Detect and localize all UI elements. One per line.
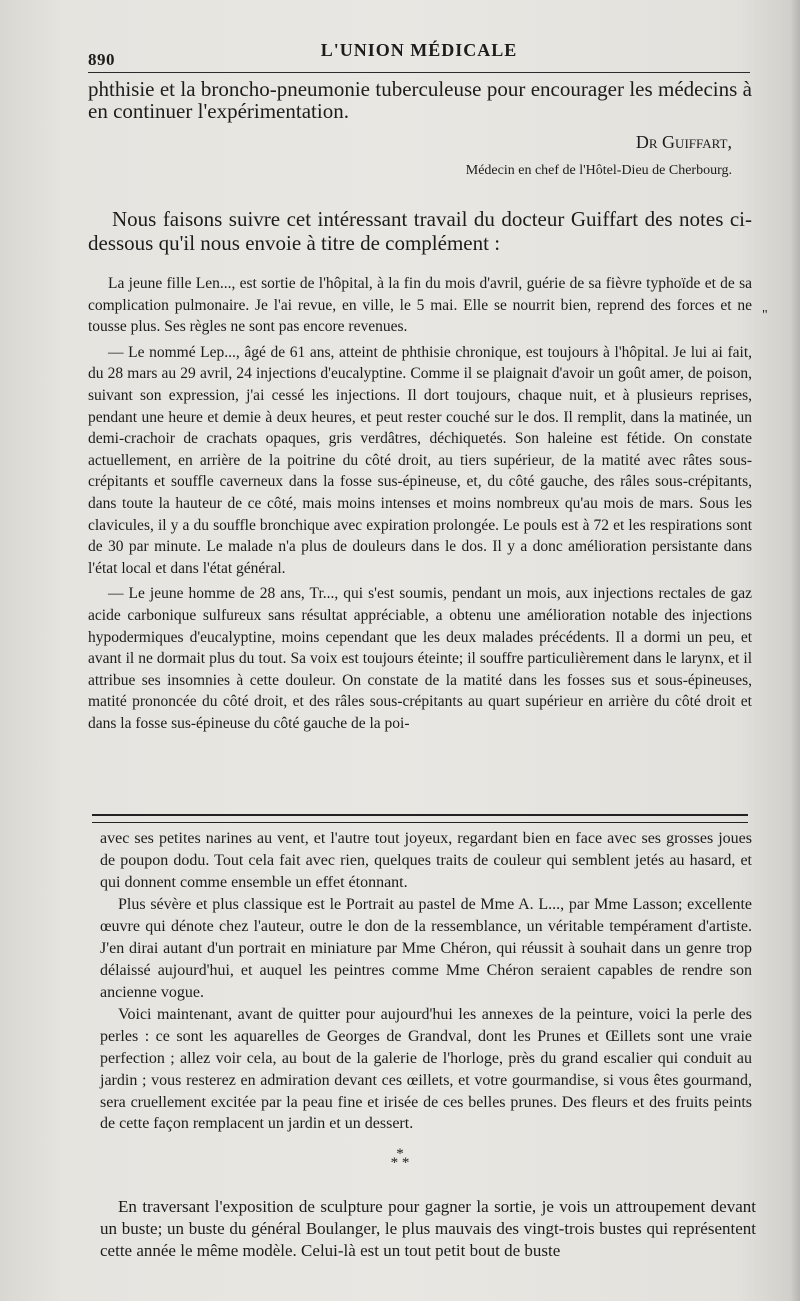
margin-mark: " xyxy=(762,308,768,323)
sculpture-paragraph: En traversant l'exposition de sculpture pour gagner la sortie, je vois un attroupement devant un buste; un buste du général Boulanger, le plus mauvais des vingt-trois bustes qui représentent cette année le même modèle. Celui-là est un tout petit bout de buste xyxy=(100,1197,756,1260)
case-notes xyxy=(88,273,752,734)
author-signature: Dr Guiffart, xyxy=(635,132,732,152)
article-body xyxy=(88,78,752,734)
page-number: 890 xyxy=(88,50,115,69)
feuilleton-section xyxy=(100,828,752,1135)
feuilleton-paragraph: Plus sévère et plus classique est le Portrait au pastel de Mme A. L..., par Mme Lasson; excellente œuvre qui dénote chez l'auteur, outre le don de la ressemblance, un véritable tempérament d'artiste. J'en dirai autant d'un portrait en miniature par Mme Chéron, qui réussit à souhait dans un genre trop délaissé aujourd'hui, et auquel les peintres comme Mme Chéron seraient capables de rendre son ancienne vogue. xyxy=(100,896,752,1001)
feuilleton-paragraph: Voici maintenant, avant de quitter pour aujourd'hui les annexes de la peinture, voici la perle des perles : ce sont les aquarelles de Georges de Grandval, dont les Prunes et Œillets sont une vraie perfection ; allez voir cela, au bout de la galerie de l'horloge, près du grand escalier qui conduit au jardin ; vous resterez en admiration devant ces œillets, et votre gourmandise, si vous êtes gourmand, sera cruellement excitée par la peau fine et irisée de ces belles prunes. Des fleurs et des fruits peints de cette façon remplacent un jardin et un dessert. xyxy=(100,1006,752,1133)
sculpture-section xyxy=(100,1196,756,1262)
journal-title: L'UNION MÉDICALE xyxy=(320,40,518,60)
author-title: Médecin en chef de l'Hôtel-Dieu de Cherbourg. xyxy=(465,163,732,178)
feuilleton-divider xyxy=(92,814,748,823)
page-shadow xyxy=(790,0,800,1301)
case-note: — Le nommé Lep..., âgé de 61 ans, atteint de phthisie chronique, est toujours à l'hôpital. Je lui ai fait, du 28 mars au 29 avril, 24 injections d'eucalyptine. Comme il se plaignait d'avoir un goût amer, de poison, suivant son expression, j'ai cessé les injections. Il dort toujours, chaque nuit, et à plusieurs reprises, pendant une heure et demie à deux heures, et peut rester couché sur le dos. Il remplit, dans la matinée, un demi-crachoir de crachats opaques, gris verdâtres, déchiquetés. Son haleine est fétide. On constate actuellement, en arrière de la poitrine du côté droit, au tiers supérieur, de la matité avec râtes sous-crépitants et souffle caverneux dans la fosse sus-épineuse, et, du côté gauche, des râles sous-crépitants, dans toute la hauteur de ce côté, mais moins intenses et moins nombreux qu'au mois de mars. Sous les clavicules, il y a du souffle bronchique avec expiration prolongée. Le pouls est à 72 et les respirations sont de 30 par minute. Le malade n'a plus de douleurs dans le dos. Il y a donc amélioration persistante dans l'état local et dans l'état général. xyxy=(88,343,752,577)
closing-paragraph: phthisie et la broncho-pneumonie tuberculeuse pour encourager les médecins à en continuer l'expérimentation. xyxy=(88,77,752,123)
section-separator xyxy=(0,1146,800,1171)
asterism: * * * xyxy=(390,1146,410,1171)
case-note: — Le jeune homme de 28 ans, Tr..., qui s'est soumis, pendant un mois, aux injections rectales de gaz acide carbonique sulfureux sans résultat appréciable, a obtenu une amélioration notable des injections hypodermiques d'eucalyptine, moins cependant que les deux malades précédents. Il a dormi un peu, et avant il ne dormait plus du tout. Sa voix est toujours éteinte; il souffre particulièrement dans le larynx, et il attribue ses insomnies à cette douleur. On constate de la matité dans les fosses sus et sous-épineuses, matité prononcée du côté droit, et des râles sous-crépitants au quart supérieur en arrière du côté droit et dans la fosse sus-épineuse du côté gauche de la poi- xyxy=(88,585,752,732)
page-header xyxy=(88,32,750,73)
feuilleton-paragraph: avec ses petites narines au vent, et l'autre tout joyeux, regardant bien en face avec ses grosses joues de poupon dodu. Tout cela fait avec rien, quelques traits de couleur qui semblent jetés au hasard, et qui donnent comme ensemble un effet étonnant. xyxy=(100,830,752,891)
case-note: La jeune fille Len..., est sortie de l'hôpital, à la fin du mois d'avril, guérie de sa fièvre typhoïde et de sa complication pulmonaire. Je l'ai revue, en ville, le 5 mai. Elle se nourrit bien, reprend des forces et ne tousse plus. Ses règles ne sont pas encore revenues. xyxy=(88,275,752,336)
editor-note: Nous faisons suivre cet intéressant travail du docteur Guiffart des notes ci-dessous qu'il nous envoie à titre de complément : xyxy=(88,207,752,255)
